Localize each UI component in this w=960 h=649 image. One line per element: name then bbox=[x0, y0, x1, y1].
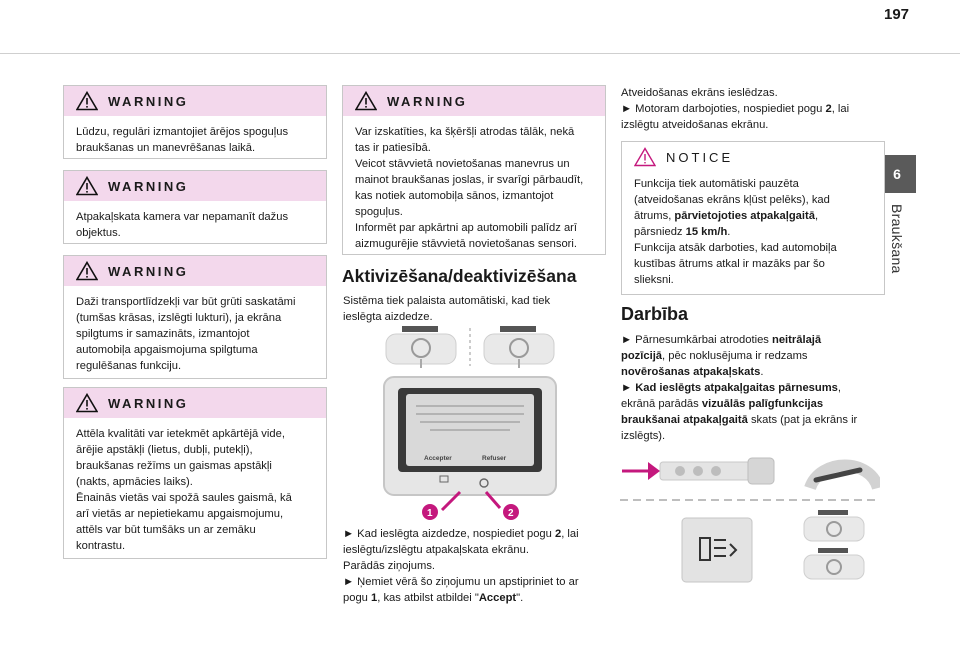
warning-label: WARNING bbox=[387, 93, 468, 109]
section-heading-activation: Aktivizēšana/deaktivizēšana bbox=[342, 266, 577, 286]
warning-header bbox=[64, 256, 326, 286]
warning-box-image-quality bbox=[63, 387, 327, 559]
mirror-icon-right bbox=[484, 326, 554, 368]
warning-icon bbox=[76, 91, 98, 111]
section-heading-operation: Darbība bbox=[621, 304, 689, 324]
activation-illustration bbox=[380, 322, 560, 522]
warning-box-obstacles bbox=[342, 85, 606, 255]
warning-label: WARNING bbox=[108, 178, 189, 194]
warning-header bbox=[64, 388, 326, 418]
camera-button-icon bbox=[682, 518, 752, 582]
activation-intro: Sistēma tiek palaista automātiski, kad tiek ieslēgta aizdedze. bbox=[343, 295, 551, 323]
warning-icon bbox=[76, 176, 98, 196]
callout-arrows bbox=[422, 492, 519, 520]
warning-box-brightness bbox=[63, 255, 327, 379]
reverse-gear-illustration bbox=[620, 448, 880, 588]
notice-text: Funkcija tiek automātiski pauzēta (atveidošanas ekrāns kļūst pelēks), kad ātrums, pārvietojoties atpakaļgaitā, pārsniedz 15 km/h. Funkcija atsāk darboties, kad automobiļa kustības ātrums atkal ir mazāks par šo slieksni. bbox=[634, 178, 837, 286]
notice-label: NOTICE bbox=[666, 149, 734, 165]
warning-header bbox=[64, 171, 326, 201]
warning-icon bbox=[76, 261, 98, 281]
steering-wheel bbox=[810, 466, 878, 489]
warning-label: WARNING bbox=[108, 395, 189, 411]
callout-1-label: 1 bbox=[427, 508, 433, 519]
mirror-icon-small bbox=[804, 510, 864, 541]
notice-header bbox=[622, 142, 884, 172]
gear-lever bbox=[622, 458, 774, 484]
display-on-text: Atveidošanas ekrāns ieslēdzas. ► Motoram darbojoties, nospiediet pogu 2, lai izslēgtu atveidošanas ekrānu. bbox=[621, 87, 850, 131]
warning-header bbox=[64, 86, 326, 116]
activation-steps: ► Kad ieslēgta aizdedze, nospiediet pogu 2, lai ieslēgtu/izslēgtu atpakaļskata ekrānu. Parādās ziņojums. ► Ņemiet vērā šo ziņojumu un apstipriniet to ar pogu 1, kas atbilst atbildei "Accept". bbox=[343, 528, 579, 604]
chapter-tab[interactable]: 6 bbox=[878, 155, 916, 193]
warning-text: Attēla kvalitāti var ietekmēt apkārtējā vide, ārējie apstākļi (lietus, dubļi, putekļi), braukšanas režīms un gaismas apstākļi (nakts, apmācies laiks). Ēnainās vietās vai spožā saules gaismā, kā arī vietās ar nepietiekamu apgaismojumu, attēls var būt tumšāks un ar zemāku kontrastu. bbox=[76, 428, 292, 552]
warning-box-objects bbox=[63, 170, 327, 244]
warning-text: Lūdzu, regulāri izmantojiet ārējos spoguļus braukšanas un manevrēšanas laikā. bbox=[76, 126, 289, 154]
warning-label: WARNING bbox=[108, 93, 189, 109]
callout-2-label: 2 bbox=[508, 508, 514, 519]
header-divider bbox=[0, 53, 960, 54]
mirror-icon-left bbox=[386, 326, 456, 368]
warning-header bbox=[343, 86, 605, 116]
warning-icon bbox=[355, 91, 377, 111]
warning-text: Var izskatīties, ka šķēršļi atrodas tālāk, nekā tas ir patiesībā. Veicot stāvvietā novietošanas manevrus un mainot braukšanas joslas, ir svarīgi pārbaudīt, kas notiek automobiļa sānos, izmantojot spoguļus. Informēt par apkārtni ap automobili palīdz arī aizmugurējie stāvvietā novietošanas sensori. bbox=[355, 126, 584, 250]
operation-text: ► Pārnesumkārbai atrodoties neitrālajā pozīcijā, pēc noklusējuma ir redzams novērošanas atpakaļskats. ► Kad ieslēgts atpakaļgaitas pārnesums, ekrānā parādās vizuālās palīgfunkcijas braukšanai atpakaļgaitā skats (pat ja ekrāns ir izslēgts). bbox=[621, 334, 858, 442]
warning-box-mirrors bbox=[63, 85, 327, 159]
notice-icon bbox=[634, 147, 656, 167]
screen-unit bbox=[384, 377, 556, 495]
refuse-label[interactable]: Refuser bbox=[482, 455, 507, 462]
notice-box-speed bbox=[621, 141, 885, 295]
chapter-title: Braukšana bbox=[889, 204, 905, 274]
warning-label: WARNING bbox=[108, 263, 189, 279]
warning-text: Daži transportlīdzekļi var būt grūti saskatāmi (tumšas krāsas, izslēgti lukturi), ja ekrāna spilgtums ir samazināts, izmantojot automobiļa apgaismojuma spilgtuma regulēšanas funkciju. bbox=[76, 296, 296, 372]
mirror-icon-small-2 bbox=[804, 548, 864, 579]
page-number: 197 bbox=[884, 6, 910, 23]
accept-label[interactable]: Accepter bbox=[424, 455, 452, 462]
warning-text: Atpakaļskata kamera var nepamanīt dažus objektus. bbox=[76, 211, 289, 239]
warning-icon bbox=[76, 393, 98, 413]
